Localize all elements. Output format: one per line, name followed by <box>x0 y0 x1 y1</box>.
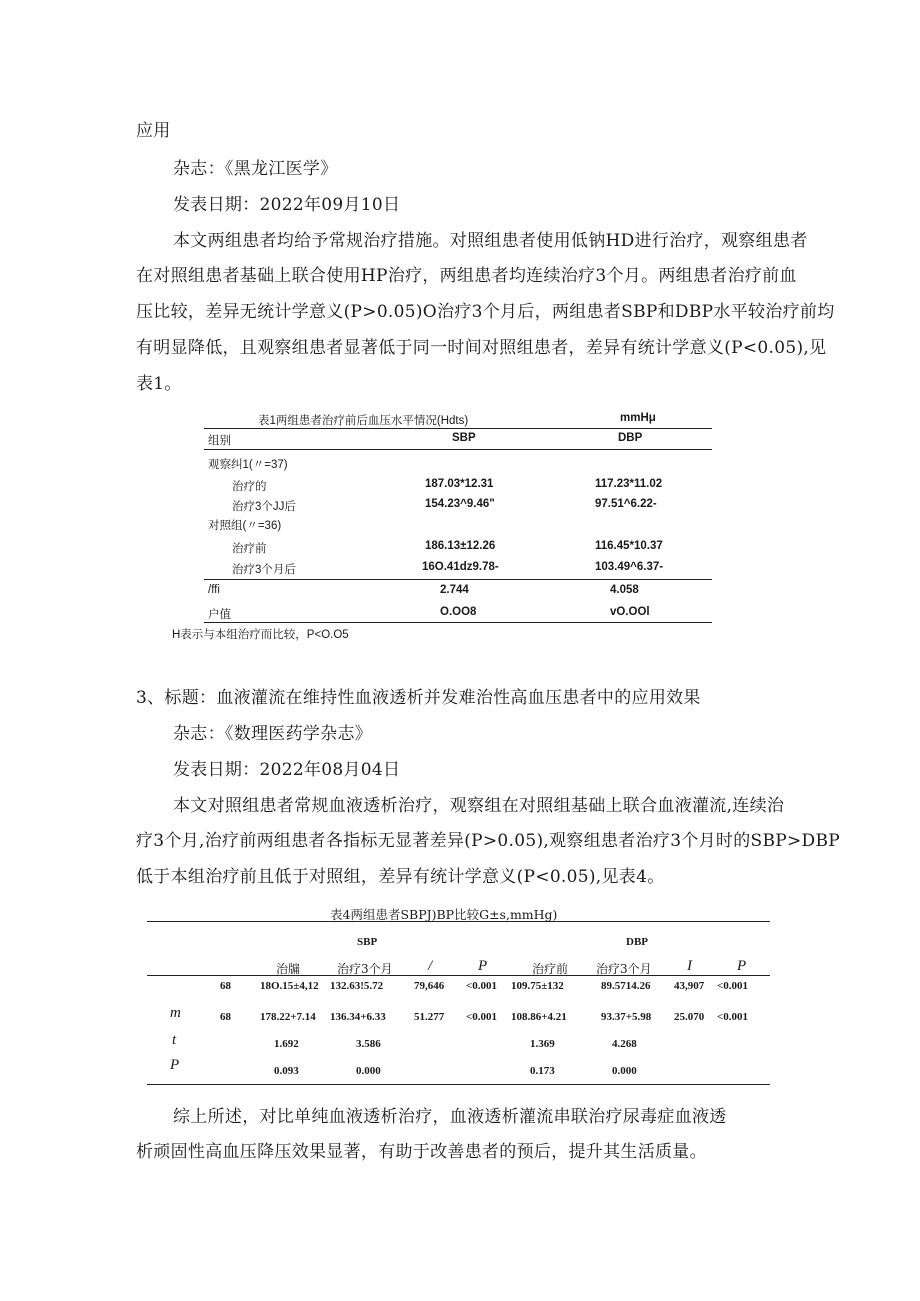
table-cell: 186.13±12.26 <box>425 540 496 552</box>
table-cell: 154.23^9.46" <box>425 498 495 510</box>
table-cell: 79,646 <box>414 980 445 992</box>
table-rule <box>147 921 770 922</box>
table-4-subheader: 治疗3个月 <box>596 962 652 976</box>
table-cell: vO.OOl <box>610 606 650 618</box>
table-1-header-dbp: DBP <box>618 432 643 444</box>
table-row-label: 治疗3个月后 <box>232 564 296 576</box>
paragraph-line: 表1。 <box>136 374 182 394</box>
table-cell: 3.586 <box>356 1038 381 1050</box>
table-row-label: 治疗的 <box>232 481 267 493</box>
table-4-caption: 表4两组患者SBPJ)BP比较G±s,mmHg) <box>330 907 558 922</box>
table-row-label: 观察纠1(〃=37) <box>208 459 288 471</box>
table-4-subheader: I <box>687 958 692 974</box>
table-1-unit: mmHμ <box>620 412 656 424</box>
table-rule <box>204 449 712 450</box>
table-row-label: P <box>170 1057 180 1073</box>
table-cell: 2.744 <box>440 584 469 596</box>
table-cell: 1.369 <box>530 1038 555 1050</box>
table-cell: 97.51^6.22- <box>595 498 657 510</box>
table-rule <box>147 975 770 976</box>
paragraph-line: 本文两组患者均给予常规治疗措施。对照组患者使用低钠HD进行治疗，观察组患者 <box>173 231 808 251</box>
table-cell: 117.23*11.02 <box>595 478 663 490</box>
table-cell: O.OO8 <box>440 606 477 618</box>
table-cell: <0.001 <box>717 980 749 992</box>
table-cell: 16O.41dz9.78- <box>422 561 499 573</box>
table-rule <box>204 622 712 623</box>
table-cell: 51.277 <box>414 1011 445 1023</box>
table-cell: 108.86+4.21 <box>511 1011 567 1023</box>
paragraph-line: 压比较，差异无统计学意义(P>0.05)O治疗3个月后，两组患者SBP和DBP水平较治疗前均 <box>136 302 835 322</box>
table-cell-n: 68 <box>220 980 231 992</box>
table-cell: 187.03*12.31 <box>425 478 494 490</box>
paragraph-line: 本文对照组患者常规血液透析治疗，观察组在对照组基础上联合血液灌流,连续治 <box>173 796 785 816</box>
table-4-subheader: P <box>737 958 747 974</box>
table-cell-n: 68 <box>220 1011 231 1023</box>
table-4-subheader: 治疗3个月 <box>337 962 393 976</box>
table-rule <box>204 579 712 580</box>
table-cell: 0.000 <box>356 1065 381 1077</box>
table-row-label: 治疗3个JJ后 <box>232 501 296 513</box>
table-cell: 116.45*10.37 <box>595 540 663 552</box>
paragraph-line: 疗3个月,治疗前两组患者各指标无显著差异(P>0.05),观察组患者治疗3个月时的SBP>DBP <box>136 831 841 851</box>
table-cell: <0.001 <box>466 980 498 992</box>
conclusion-line: 析顽固性高血压降压效果显著，有助于改善患者的预后，提升其生活质量。 <box>136 1142 707 1162</box>
table-row-label: t <box>172 1032 177 1048</box>
table-4-subheader: P <box>478 958 488 974</box>
table-1-note: H表示与本组治疗而比较，P<O.O5 <box>172 629 349 641</box>
section-3-title: 3、标题：血液灌流在维持性血液透析并发难治性高血压患者中的应用效果 <box>136 688 701 708</box>
table-cell: 0.173 <box>530 1065 555 1077</box>
paragraph-line: 在对照组患者基础上联合使用HP治疗，两组患者均连续治疗3个月。两组患者治疗前血 <box>136 266 797 286</box>
table-1-caption: 表1两组患者治疗前后血压水平情况(Hdts) <box>258 415 469 427</box>
table-4-subheader: 治疗前 <box>532 962 569 976</box>
table-row-label: /ffi <box>208 584 220 596</box>
journal-line: 杂志：《黑龙江医学》 <box>173 159 338 179</box>
table-rule <box>204 428 712 429</box>
table-row-label: 治疗前 <box>232 543 267 555</box>
table-cell: <0.001 <box>466 1011 498 1023</box>
conclusion-line: 综上所述，对比单纯血液透析治疗，血液透析灌流串联治疗尿毒症血液透 <box>173 1107 727 1127</box>
table-cell: 0.093 <box>274 1065 299 1077</box>
table-rule <box>147 1084 770 1085</box>
paragraph-line: 有明显降低，且观察组患者显著低于同一时间对照组患者，差异有统计学意义(P<0.05),见 <box>136 338 827 358</box>
table-cell: 109.75±132 <box>511 980 564 992</box>
table-1-header-group: 组别 <box>208 435 231 447</box>
table-cell: 103.49^6.37- <box>595 561 664 573</box>
paragraph-line: 低于本组治疗前且低于对照组，差异有统计学意义(P<0.05),见表4。 <box>136 867 665 887</box>
table-4-group-sbp: SBP <box>357 936 378 948</box>
table-4-subheader: 治牖 <box>276 962 301 976</box>
table-4-subheader: / <box>428 958 433 974</box>
table-cell: 43,907 <box>674 980 705 992</box>
table-cell: 18O.15±4,12 <box>260 980 319 992</box>
table-1-header-sbp: SBP <box>452 432 476 444</box>
table-row-label: m <box>170 1005 181 1021</box>
journal-line: 杂志：《数理医药学杂志》 <box>173 724 373 744</box>
table-cell: 178.22+7.14 <box>260 1011 316 1023</box>
date-line: 发表日期：2022年09月10日 <box>173 195 401 215</box>
table-cell: 1.692 <box>274 1038 299 1050</box>
table-row-label: 对照组(〃=36) <box>208 520 282 532</box>
table-cell: 132.63!5.72 <box>330 980 384 992</box>
table-cell: 89.5714.26 <box>601 980 651 992</box>
date-line: 发表日期：2022年08月04日 <box>173 760 401 780</box>
table-cell: 136.34+6.33 <box>330 1011 386 1023</box>
table-cell: 93.37+5.98 <box>601 1011 652 1023</box>
table-cell: 4.058 <box>610 584 639 596</box>
table-row-label: 户值 <box>208 609 231 621</box>
table-cell: 25.070 <box>674 1011 705 1023</box>
table-cell: 4.268 <box>612 1038 637 1050</box>
table-cell: <0.001 <box>717 1011 749 1023</box>
table-4-group-dbp: DBP <box>626 936 648 948</box>
section-title-tail: 应用 <box>136 121 171 141</box>
table-cell: 0.000 <box>612 1065 637 1077</box>
